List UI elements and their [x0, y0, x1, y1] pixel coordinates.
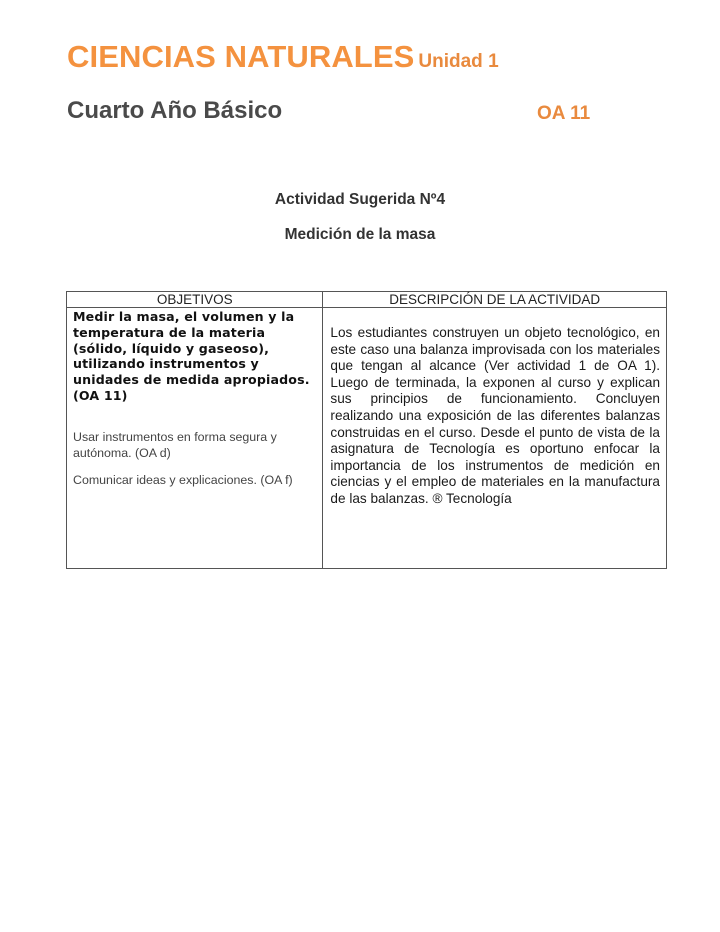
subject-name: CIENCIAS NATURALES [67, 39, 415, 74]
main-objective: Medir la masa, el volumen y la temperatura de la materia (sólido, líquido y gaseoso), utilizando instrumentos y unidades de medida apropiados. (OA 11) [73, 309, 310, 403]
oa-code-label: OA 11 [537, 103, 591, 124]
description-cell [323, 308, 667, 569]
table-header-row [67, 292, 667, 308]
grade-title: Cuarto Año Básico [67, 97, 283, 124]
activity-title: Actividad Sugerida Nº4 [274, 191, 446, 208]
activity-subtitle: Medición de la masa [284, 226, 436, 243]
subject-title [67, 40, 499, 72]
activity-table [66, 291, 667, 569]
secondary-objective: Usar instrumentos en forma segura y autónoma. (OA d) [73, 429, 277, 460]
table-row [67, 308, 667, 569]
description-column-header: DESCRIPCIÓN DE LA ACTIVIDAD [323, 292, 667, 308]
secondary-objective: Comunicar ideas y explicaciones. (OA f) [73, 472, 293, 487]
activity-description: Los estudiantes construyen un objeto tecnológico, en este caso una balanza improvisada con los materiales que tengan al alcance (Ver actividad 1 de OA 1). Luego de terminada, la exponen al curso y explican sus principios de funcionamiento. Concluyen realizando una exposición de las diferentes balanzas construidas en el curso. Desde el punto de vista de la asignatura de Tecnología es oportuno enfocar la importancia de los instrumentos de medición en ciencias y el empleo de materiales en la manufactura de las balanzas. ® Tecnología [330, 325, 660, 506]
objectives-column-header: OBJETIVOS [67, 292, 323, 308]
objectives-cell [67, 308, 323, 569]
unit-label: Unidad 1 [418, 51, 499, 72]
